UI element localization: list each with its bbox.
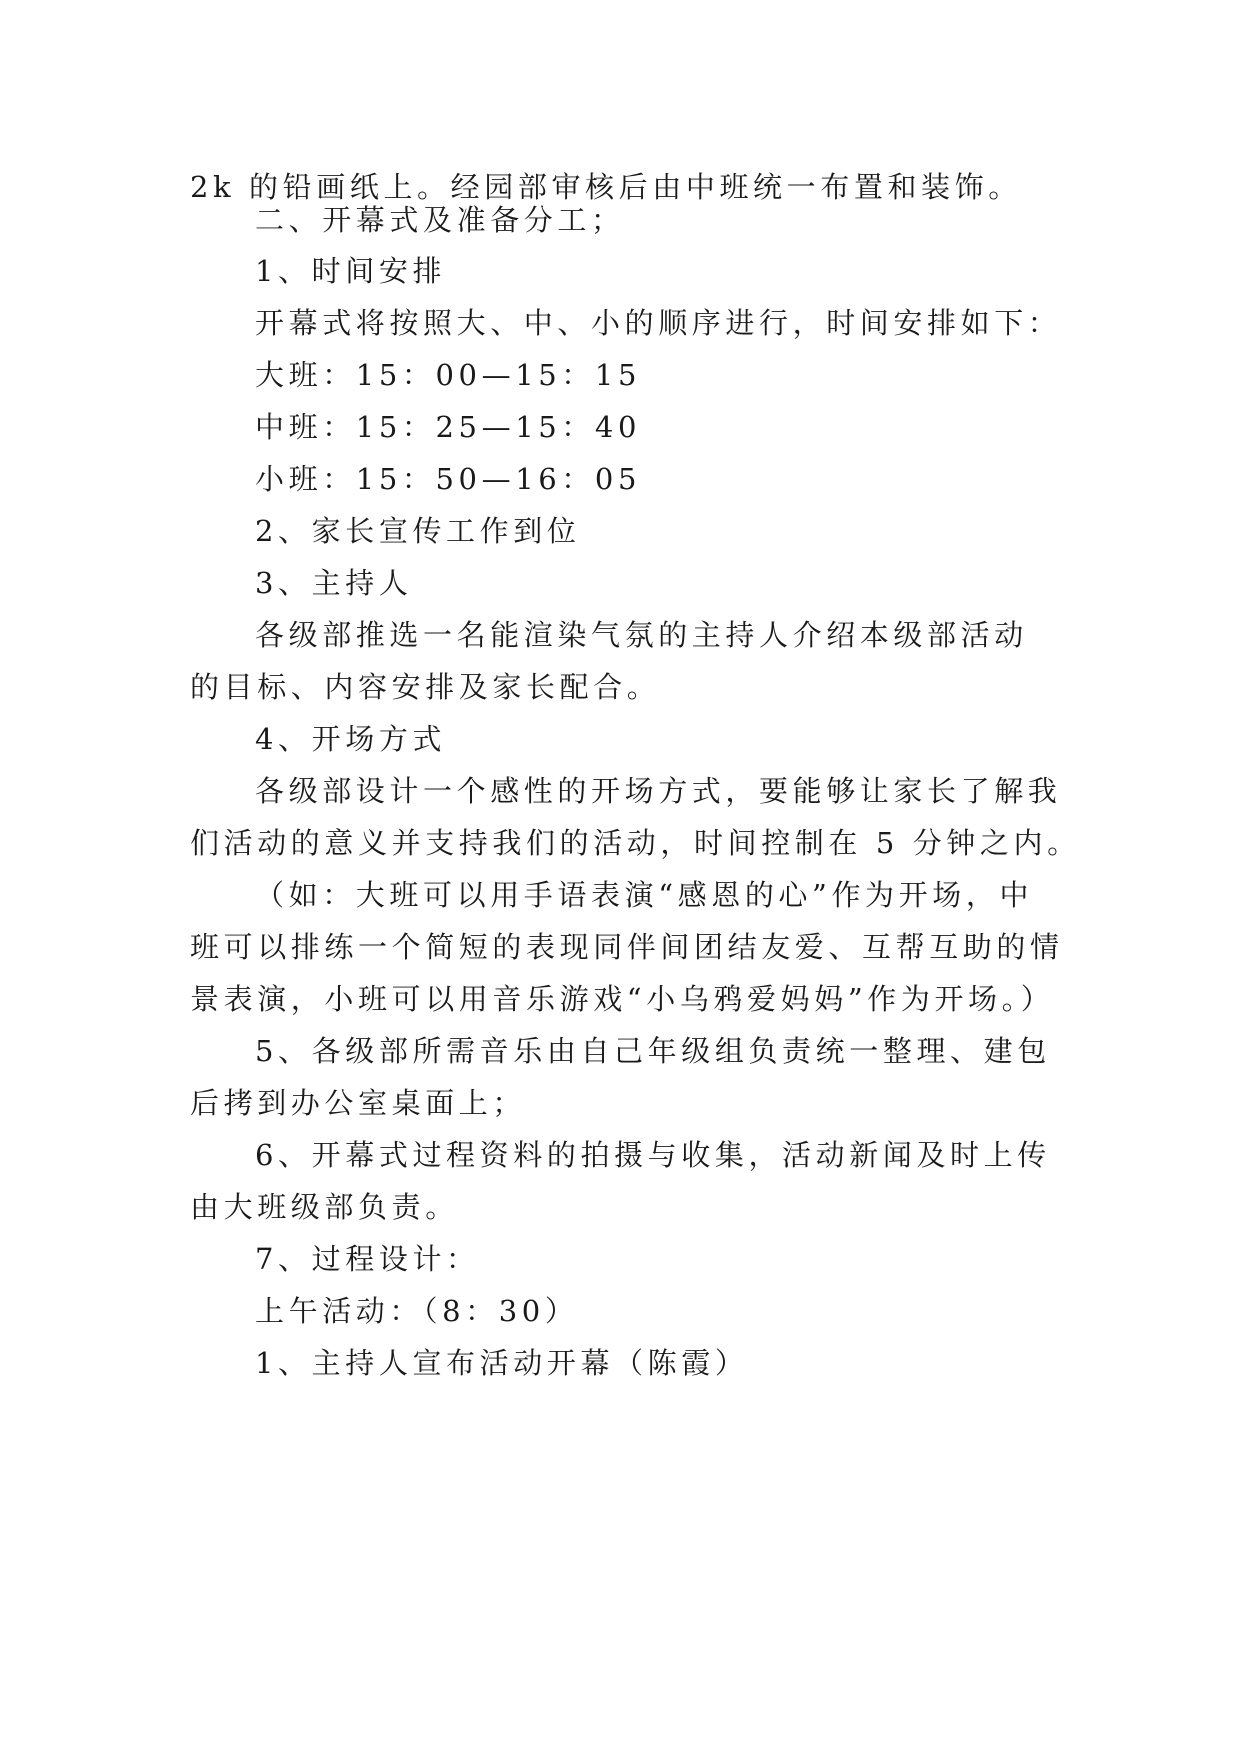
schedule-middle-class: 中班：15：25—15：40	[255, 410, 642, 444]
text-line-host-1: 各级部推选一名能渲染气氛的主持人介绍本级部活动	[255, 618, 1028, 652]
text-line-opening-2: 们活动的意义并支持我们的活动，时间控制在 5 分钟之内。	[190, 826, 1081, 860]
item-heading-host: 3、主持人	[255, 566, 413, 600]
text-line-music-1: 5、各级部所需音乐由自己年级组负责统一整理、建包	[255, 1034, 1051, 1068]
text-line-host-announce: 1、主持人宣布活动开幕（陈霞）	[255, 1346, 749, 1380]
text-line-music-2: 后拷到办公室桌面上；	[190, 1086, 527, 1120]
text-line-morning: 上午活动：（8：30）	[255, 1294, 579, 1328]
item-heading-parent-promotion: 2、家长宣传工作到位	[255, 514, 581, 548]
schedule-senior-class: 大班：15：00—15：15	[255, 358, 642, 392]
section-heading-opening: 二、开幕式及准备分工；	[255, 203, 625, 237]
text-line-1: 2k 的铅画纸上。经园部审核后由中班统一布置和装饰。	[190, 170, 1022, 204]
item-heading-time: 1、时间安排	[255, 254, 447, 288]
text-line-host-2: 的目标、内容安排及家长配合。	[190, 670, 661, 704]
schedule-junior-class: 小班：15：50—16：05	[255, 462, 642, 496]
item-heading-opening-style: 4、开场方式	[255, 722, 447, 756]
item-heading-process: 7、过程设计：	[255, 1242, 480, 1276]
text-line-example-2: 班可以排练一个简短的表现同伴间团结友爱、互帮互助的情	[190, 930, 1064, 964]
text-line-schedule-intro: 开幕式将按照大、中、小的顺序进行，时间安排如下：	[255, 306, 1062, 340]
text-line-example-3: 景表演，小班可以用音乐游戏“小乌鸦爱妈妈”作为开场。）	[190, 982, 1055, 1016]
text-line-opening-1: 各级部设计一个感性的开场方式，要能够让家长了解我	[255, 774, 1062, 808]
text-line-photo-2: 由大班级部负责。	[190, 1190, 459, 1224]
text-line-example-1: （如：大班可以用手语表演“感恩的心”作为开场，中	[255, 878, 1034, 912]
text-line-photo-1: 6、开幕式过程资料的拍摄与收集，活动新闻及时上传	[255, 1138, 1051, 1172]
